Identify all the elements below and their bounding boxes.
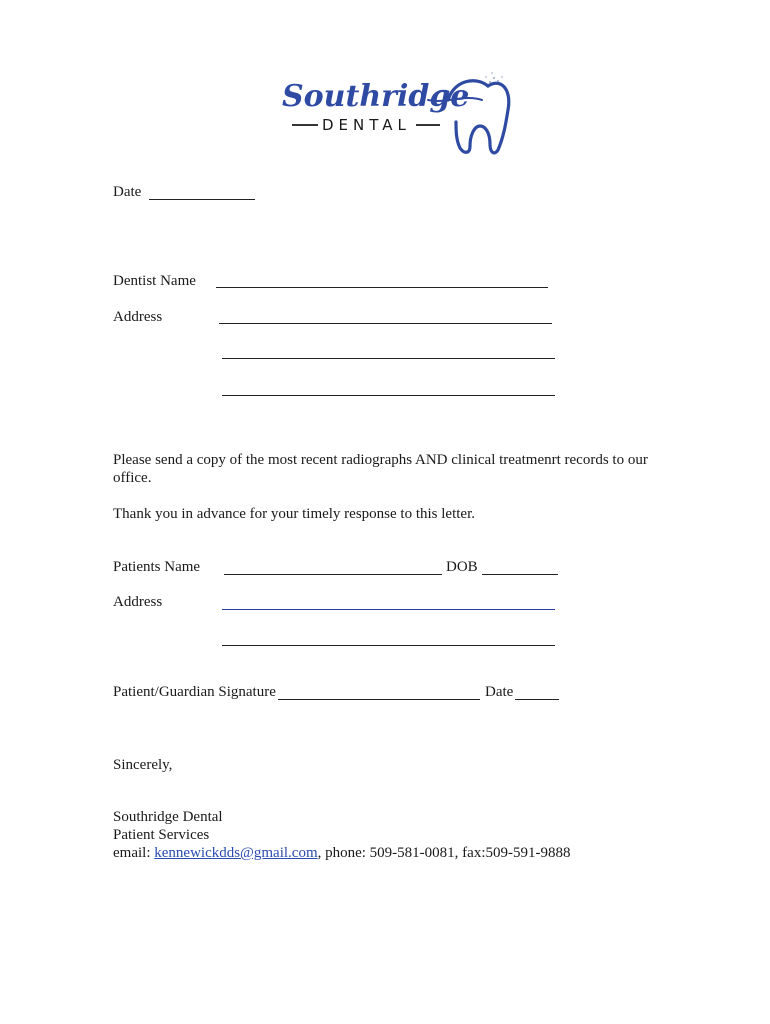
dentist-address-line-2[interactable] — [222, 358, 555, 359]
request-text-line-2: office. — [113, 470, 152, 486]
thanks-text: Thank you in advance for your timely response to this letter. — [113, 506, 475, 522]
patients-name-field[interactable] — [224, 574, 442, 575]
signature-date-field[interactable] — [515, 699, 559, 700]
sender-name: Southridge Dental — [113, 809, 223, 825]
contact-details: , phone: 509-581-0081, fax:509-591-9888 — [317, 845, 571, 861]
dentist-address-line-1[interactable] — [219, 323, 552, 324]
date-field[interactable] — [149, 199, 255, 200]
sender-department: Patient Services — [113, 827, 210, 843]
email-prefix: email: — [113, 845, 155, 861]
contact-line — [113, 844, 571, 862]
patient-address-line-2[interactable] — [222, 645, 555, 646]
signature-date-label: Date — [485, 684, 514, 700]
email-link[interactable]: kennewickdds@gmail.com — [154, 845, 318, 861]
patient-address-line-1[interactable] — [222, 609, 555, 610]
dob-field[interactable] — [482, 574, 558, 575]
patient-address-label: Address — [113, 594, 163, 610]
dentist-address-label: Address — [113, 309, 163, 325]
dob-label: DOB — [446, 559, 478, 575]
logo-wordmark: Southridge — [282, 79, 470, 114]
dentist-address-line-3[interactable] — [222, 395, 555, 396]
closing-text: Sincerely, — [113, 757, 173, 773]
patients-name-label: Patients Name — [113, 559, 201, 575]
signature-label: Patient/Guardian Signature — [113, 684, 276, 700]
signature-field[interactable] — [278, 699, 480, 700]
dentist-name-field[interactable] — [216, 287, 548, 288]
dentist-name-label: Dentist Name — [113, 273, 196, 289]
request-text-line-1: Please send a copy of the most recent radiographs AND clinical treatmenrt records to our — [113, 452, 648, 468]
southridge-dental-logo — [278, 60, 518, 160]
logo-subtitle: DENTAL — [322, 116, 411, 134]
date-label: Date — [113, 184, 142, 200]
